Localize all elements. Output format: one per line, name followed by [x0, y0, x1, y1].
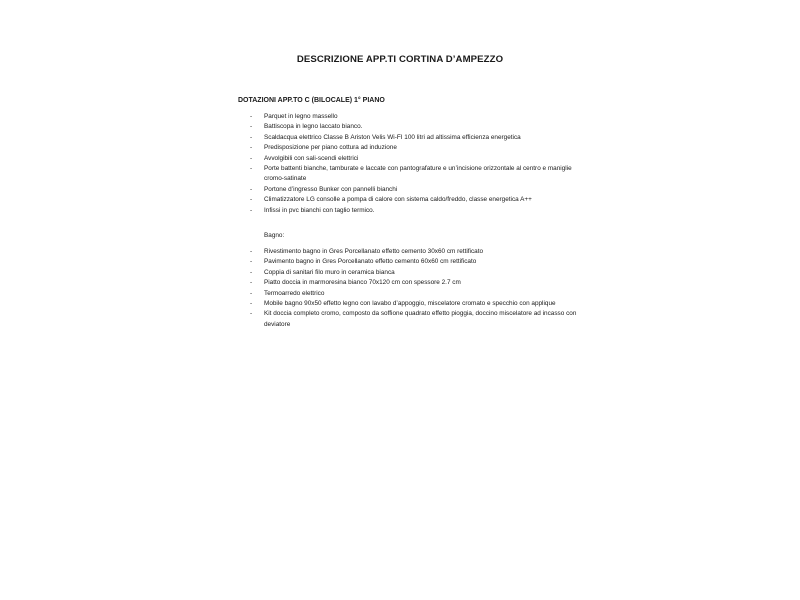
- bullet-dash: -: [250, 123, 253, 131]
- list-item: [250, 112, 590, 122]
- bullet-dash: -: [250, 133, 253, 141]
- bullet-dash: -: [250, 144, 253, 152]
- document-title: DESCRIZIONE APP.TI CORTINA D’AMPEZZO: [296, 54, 504, 65]
- list-item: [250, 247, 590, 257]
- bullet-dash: -: [250, 300, 253, 308]
- list-item-text: Climatizzatore LG consolle a pompa di calore con sistema caldo/freddo, classe energetica A++: [264, 196, 532, 204]
- list-item-text: Predisposizione per piano cottura ad induzione: [264, 144, 397, 152]
- list-item: [250, 278, 590, 288]
- list-item-text: Porte battenti bianche, tamburate e laccate con pantografature e un’incisione orizzontale al centro e maniglie cromo-satinate: [264, 165, 572, 183]
- list-item: [250, 164, 590, 185]
- bullet-dash: -: [250, 154, 253, 162]
- list-item-text: Portone d’ingresso Bunker con pannelli bianchi: [264, 185, 398, 193]
- list-item: [250, 257, 590, 267]
- list-item: [250, 289, 590, 299]
- features-list: [250, 112, 590, 216]
- list-item: [250, 195, 590, 205]
- section-heading: DOTAZIONI APP.TO C (BILOCALE) 1° PIANO: [238, 97, 385, 104]
- list-item-text: Infissi in pvc bianchi con taglio termico.: [264, 206, 375, 214]
- list-item-text: Battiscopa in legno laccato bianco.: [264, 123, 363, 131]
- list-item: [250, 143, 590, 153]
- bullet-dash: -: [250, 289, 253, 297]
- bullet-dash: -: [250, 279, 253, 287]
- list-item-text: Mobile bagno 90x50 effetto legno con lavabo d’appoggio, miscelatore cromato e specchio con applique: [264, 300, 556, 308]
- list-item-text: Pavimento bagno in Gres Porcellanato effetto cemento 60x60 cm rettificato: [264, 258, 477, 266]
- list-item: [250, 299, 590, 309]
- bagno-label: Bagno:: [264, 232, 285, 239]
- list-item: [250, 309, 590, 330]
- list-item: [250, 154, 590, 164]
- bullet-dash: -: [250, 185, 253, 193]
- list-item: [250, 185, 590, 195]
- bullet-dash: -: [250, 248, 253, 255]
- list-item-text: Coppia di sanitari filo muro in ceramica bianca: [264, 268, 395, 276]
- list-item-text: Piatto doccia in marmoresina bianco 70x120 cm con spessore 2.7 cm: [264, 279, 461, 287]
- bullet-dash: -: [250, 196, 253, 204]
- list-item: [250, 133, 590, 143]
- bullet-dash: -: [250, 206, 253, 214]
- bullet-dash: -: [250, 165, 253, 173]
- list-item-text: Avvolgibili con sali-scendi elettrici: [264, 154, 359, 162]
- bagno-list: [250, 247, 590, 330]
- list-item-text: Kit doccia completo cromo, composto da soffione quadrato effetto pioggia, doccino miscelatore ad incasso con deviatore: [264, 310, 577, 328]
- list-item: [250, 206, 590, 216]
- list-item-text: Parquet in legno massello: [264, 113, 338, 120]
- bullet-dash: -: [250, 113, 253, 120]
- list-item: [250, 122, 590, 132]
- list-item: [250, 268, 590, 278]
- list-item-text: Scaldacqua elettrico Classe B Ariston Velis Wi-FI 100 litri ad altissima efficienza energetica: [264, 133, 521, 141]
- bullet-dash: -: [250, 310, 253, 318]
- list-item-text: Termoarredo elettrico: [264, 289, 325, 297]
- bullet-dash: -: [250, 258, 253, 266]
- bullet-dash: -: [250, 268, 253, 276]
- list-item-text: Rivestimento bagno in Gres Porcellanato effetto cemento 30x60 cm rettificato: [264, 248, 484, 255]
